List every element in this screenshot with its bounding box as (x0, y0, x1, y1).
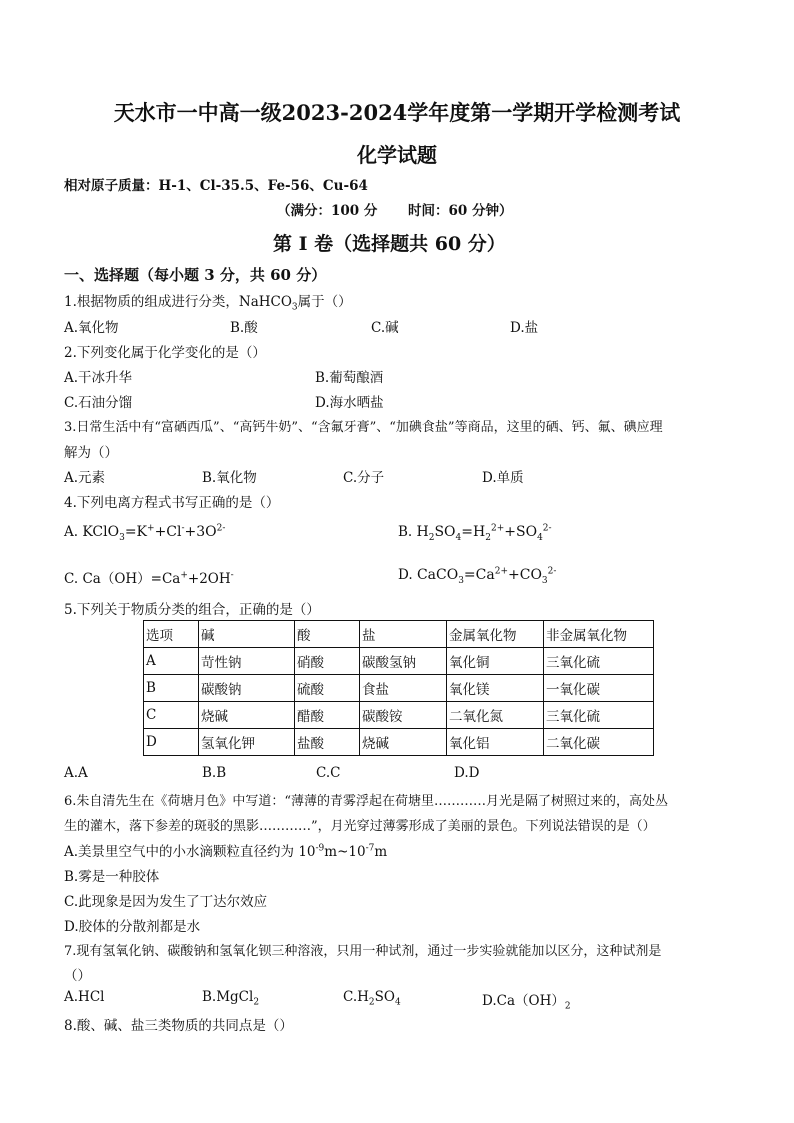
q2-option-c: C.石油分馏 (64, 395, 133, 411)
q7-option-d: $D.Ca(OH)_2$ (482, 993, 571, 1012)
q2-option-b: B.葡萄酿酒 (315, 370, 384, 386)
q4-option-a: A. $KClO_3=K^++Cl^-+3O^{2-}$ (64, 523, 226, 543)
q2-stem: 2.下列变化属于化学变化的是（） (64, 345, 266, 361)
q1-stem: 1.根据物质的组成进行分类，NaHCO$_3$属于（） (64, 294, 352, 313)
table-header-cell: 选项 (144, 621, 199, 648)
exam-subtitle: 化学试题 (357, 143, 437, 167)
table-cell: 一氧化碳 (544, 675, 654, 702)
table-cell: 盐酸 (295, 729, 360, 756)
q3-stem-line2: 解为（） (64, 445, 118, 461)
table-cell: 氧化镁 (447, 675, 544, 702)
q6-option-d: D.胶体的分散剂都是水 (64, 919, 201, 935)
table-header-cell: 金属氧化物 (447, 621, 544, 648)
q5-option-c: C.C (316, 765, 341, 781)
table-cell: 二氧化氮 (447, 702, 544, 729)
table-cell: 苛性钠 (199, 648, 295, 675)
q5-option-d: D.D (454, 765, 480, 781)
q4-option-c: C. Ca（OH）=Ca++2OH- (64, 570, 234, 587)
table-cell: 二氧化碳 (544, 729, 654, 756)
q6-option-c: C.此现象是因为发生了丁达尔效应 (64, 894, 268, 910)
table-cell: 食盐 (360, 675, 447, 702)
table-cell: 三氧化硫 (544, 702, 654, 729)
q5-stem: 5.下列关于物质分类的组合，正确的是（） (64, 602, 320, 618)
q3-option-b: B.氧化物 (202, 470, 257, 486)
table-cell: 醋酸 (295, 702, 360, 729)
table-row (144, 702, 654, 729)
part-title: 第 I 卷（选择题共 60 分） (273, 233, 506, 255)
table-header-cell: 盐 (360, 621, 447, 648)
q1-option-d: D.盐 (510, 320, 539, 336)
q1-option-a: A.氧化物 (64, 320, 119, 336)
q4-formula-a: $KClO_3=K^++Cl^-+3O^{2-}$ (82, 523, 226, 543)
table-cell: 氧化铜 (447, 648, 544, 675)
q4-option-b: B. $H_2SO_4=H_2^{2+}+SO_4^{2-}$ (398, 523, 552, 543)
table-cell: 硝酸 (295, 648, 360, 675)
q6-stem-line2: 生的灌木，落下参差的斑驳的黑影…………”，月光穿过薄雾形成了美丽的景色。下列说法错误的是（） (64, 819, 656, 834)
q7-option-a: A.HCl (64, 989, 105, 1005)
q4-formula-b: $H_2SO_4=H_2^{2+}+SO_4^{2-}$ (416, 523, 552, 543)
q3-option-c: C.分子 (343, 470, 385, 486)
q7-stem-line1: 7.现有氢氧化钠、碳酸钠和氢氧化钡三种溶液，只用一种试剂，通过一步实验就能加以区分，这种试剂是 (64, 944, 662, 959)
q3-option-d: D.单质 (482, 470, 524, 486)
q3-option-a: A.元素 (64, 470, 106, 486)
table-cell: 氧化铝 (447, 729, 544, 756)
table-cell: 烧碱 (360, 729, 447, 756)
table-row (144, 675, 654, 702)
table-cell: 碳酸铵 (360, 702, 447, 729)
table-cell: 碳酸氢钠 (360, 648, 447, 675)
q1-option-b: B.酸 (230, 320, 258, 336)
q6-option-b: B.雾是一种胶体 (64, 869, 160, 885)
q1-option-c: C.碱 (371, 320, 399, 336)
q2-option-d: D.海水晒盐 (315, 395, 384, 411)
table-cell: 氢氧化钾 (199, 729, 295, 756)
classification-table (143, 620, 654, 756)
table-cell: B (144, 675, 199, 702)
q8-stem: 8.酸、碱、盐三类物质的共同点是（） (64, 1018, 293, 1034)
q7-stem-line2: （） (64, 968, 91, 984)
full-score: （满分：100 分 (277, 203, 378, 219)
table-cell: 三氧化硫 (544, 648, 654, 675)
table-cell: D (144, 729, 199, 756)
table-header-row (144, 621, 654, 648)
q7-option-b: B.MgCl$_2$ (202, 989, 260, 1008)
table-row (144, 648, 654, 675)
exam-title: 天水市一中高一级2023-2024学年度第一学期开学检测考试 (113, 100, 681, 125)
q4-option-d: D. $CaCO_3=Ca^{2+}+CO_3^{2-}$ (398, 566, 557, 586)
q7-option-c: $C.H_2SO_4$ (343, 989, 401, 1008)
q2-option-a: A.干冰升华 (64, 370, 133, 386)
q6-option-a: A.美景里空气中的小水滴颗粒直径约为 $10^{-9}m\sim 10^{-7}m$ (64, 843, 388, 860)
q4-stem: 4.下列电离方程式书写正确的是（） (64, 495, 280, 511)
table-header-cell: 碱 (199, 621, 295, 648)
table-cell: 烧碱 (199, 702, 295, 729)
q5-option-a: A.A (64, 765, 88, 781)
section-title: 一、选择题（每小题 3 分，共 60 分） (64, 266, 327, 284)
table-cell: C (144, 702, 199, 729)
table-header-cell: 酸 (295, 621, 360, 648)
table-cell: 碳酸钠 (199, 675, 295, 702)
q5-option-b: B.B (202, 765, 227, 781)
table-cell: A (144, 648, 199, 675)
q6-stem-line1: 6.朱自清先生在《荷塘月色》中写道：“薄薄的青雾浮起在荷塘里…………月光是隔了树照过来的，高处丛 (64, 794, 669, 809)
table-row (144, 729, 654, 756)
table-header-cell: 非金属氧化物 (544, 621, 654, 648)
atomic-mass-note: 相对原子质量：H-1、Cl-35.5、Fe-56、Cu-64 (64, 178, 368, 194)
q3-stem-line1: 3.日常生活中有“富硒西瓜”、“高钙牛奶”、“含氟牙膏”、“加碘食盐”等商品，这里的硒、钙、氟、碘应理 (64, 420, 663, 435)
table-cell: 硫酸 (295, 675, 360, 702)
q4-formula-d: $CaCO_3=Ca^{2+}+CO_3^{2-}$ (416, 566, 557, 586)
time-limit: 时间：60 分钟） (408, 203, 513, 219)
